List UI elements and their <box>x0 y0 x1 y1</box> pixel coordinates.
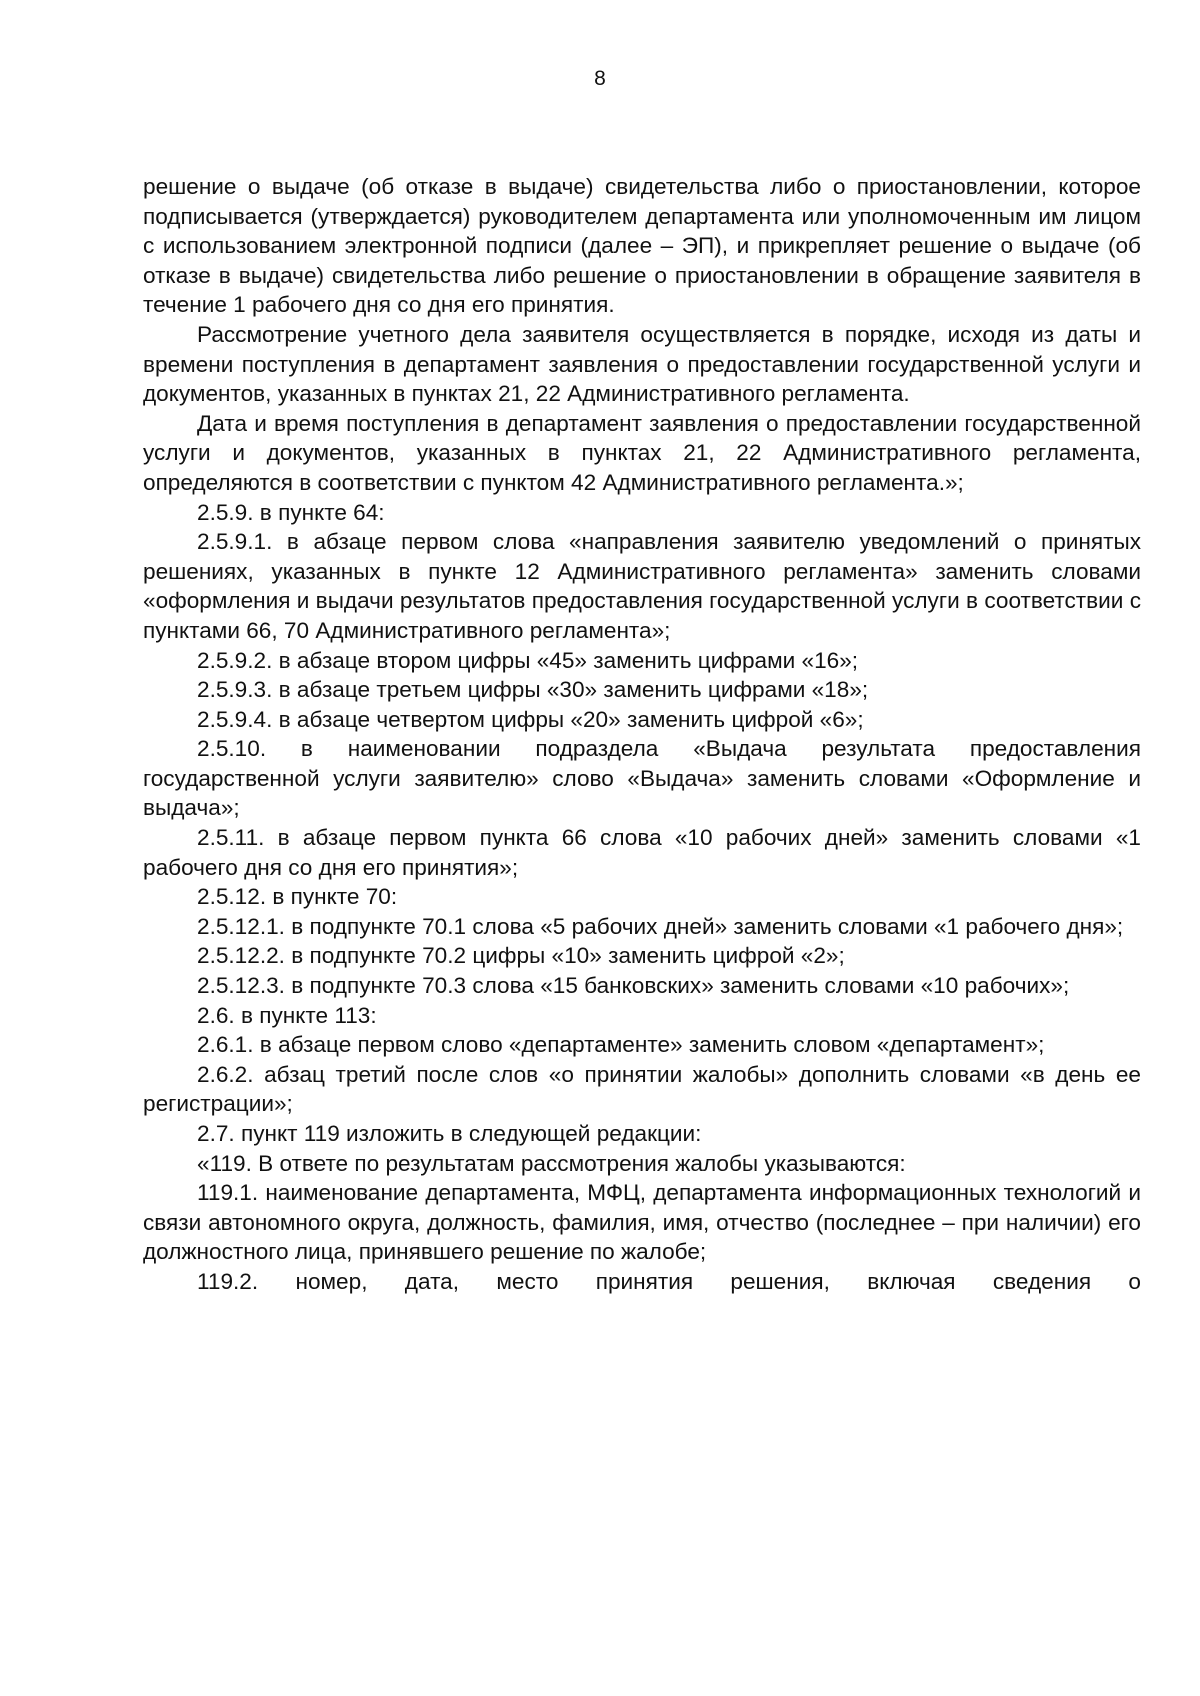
paragraph: Рассмотрение учетного дела заявителя осуществляется в порядке, исходя из даты и времени поступления в департамент заявления о предоставлении государственной услуги и документов, указанных в пунктах 21, 22 Административного регламента. <box>143 321 1141 407</box>
paragraph: «119. В ответе по результатам рассмотрения жалобы указываются: <box>197 1150 906 1176</box>
paragraph: 2.6.2. абзац третий после слов «о принятии жалобы» дополнить словами «в день ее регистрации»; <box>143 1061 1141 1117</box>
paragraph: Дата и время поступления в департамент заявления о предоставлении государственной услуги и документов, указанных в пунктах 21, 22 Административного регламента, определяются в соответствии с пунктом 42 Административного регламента.»; <box>143 410 1141 495</box>
paragraph: 2.5.9.3. в абзаце третьем цифры «30» заменить цифрами «18»; <box>197 677 869 703</box>
paragraph: 2.7. пункт 119 изложить в следующей редакции: <box>197 1121 702 1146</box>
page-number: 8 <box>594 67 606 90</box>
paragraph: 2.5.12. в пункте 70: <box>197 884 398 910</box>
paragraph: 2.5.9.1. в абзаце первом слова «направления заявителю уведомлений о принятых решениях, указанных в пункте 12 Административного регламента» заменить словами «оформления и выдачи результатов предоставления государственной услуги в соответствии с пунктами 66, 70 Административного регламента»; <box>143 529 1141 643</box>
paragraph: 2.5.9. в пункте 64: <box>197 499 385 525</box>
paragraph: 119.2. номер, дата, место принятия решения, включая сведения о <box>197 1268 1141 1294</box>
document-body <box>143 172 1141 1297</box>
paragraph: 2.5.12.2. в подпункте 70.2 цифры «10» заменить цифрой «2»; <box>197 943 845 969</box>
paragraph: 2.5.12.3. в подпункте 70.3 слова «15 банковских» заменить словами «10 рабочих»; <box>197 973 1070 999</box>
paragraph: 2.6.1. в абзаце первом слово «департаменте» заменить словом «департамент»; <box>197 1032 1045 1058</box>
paragraph: 2.5.11. в абзаце первом пункта 66 слова «10 рабочих дней» заменить словами «1 рабочего дня со дня его принятия»; <box>143 825 1141 880</box>
paragraph: 2.5.9.4. в абзаце четвертом цифры «20» заменить цифрой «6»; <box>197 706 864 732</box>
paragraph: 2.5.9.2. в абзаце втором цифры «45» заменить цифрами «16»; <box>197 647 859 673</box>
paragraph: 2.5.12.1. в подпункте 70.1 слова «5 рабочих дней» заменить словами «1 рабочего дня»; <box>197 913 1124 939</box>
paragraph: 2.6. в пункте 113: <box>197 1002 377 1028</box>
paragraph: решение о выдаче (об отказе в выдаче) свидетельства либо о приостановлении, которое подписывается (утверждается) руководителем департамента или уполномоченным им лицом с использованием электронной подписи (далее – ЭП), и прикрепляет решение о выдаче (об отказе в выдаче) свидетельства либо решение о приостановлении в обращение заявителя в течение 1 рабочего дня со дня его принятия. <box>143 174 1141 318</box>
paragraph: 119.1. наименование департамента, МФЦ, департамента информационных технологий и связи автономного округа, должность, фамилия, имя, отчество (последнее – при наличии) его должностного лица, принявшего решение по жалобе; <box>143 1180 1141 1265</box>
paragraph: 2.5.10. в наименовании подраздела «Выдача результата предоставления государственной услуги заявителю» слово «Выдача» заменить словами «Оформление и выдача»; <box>143 736 1141 821</box>
